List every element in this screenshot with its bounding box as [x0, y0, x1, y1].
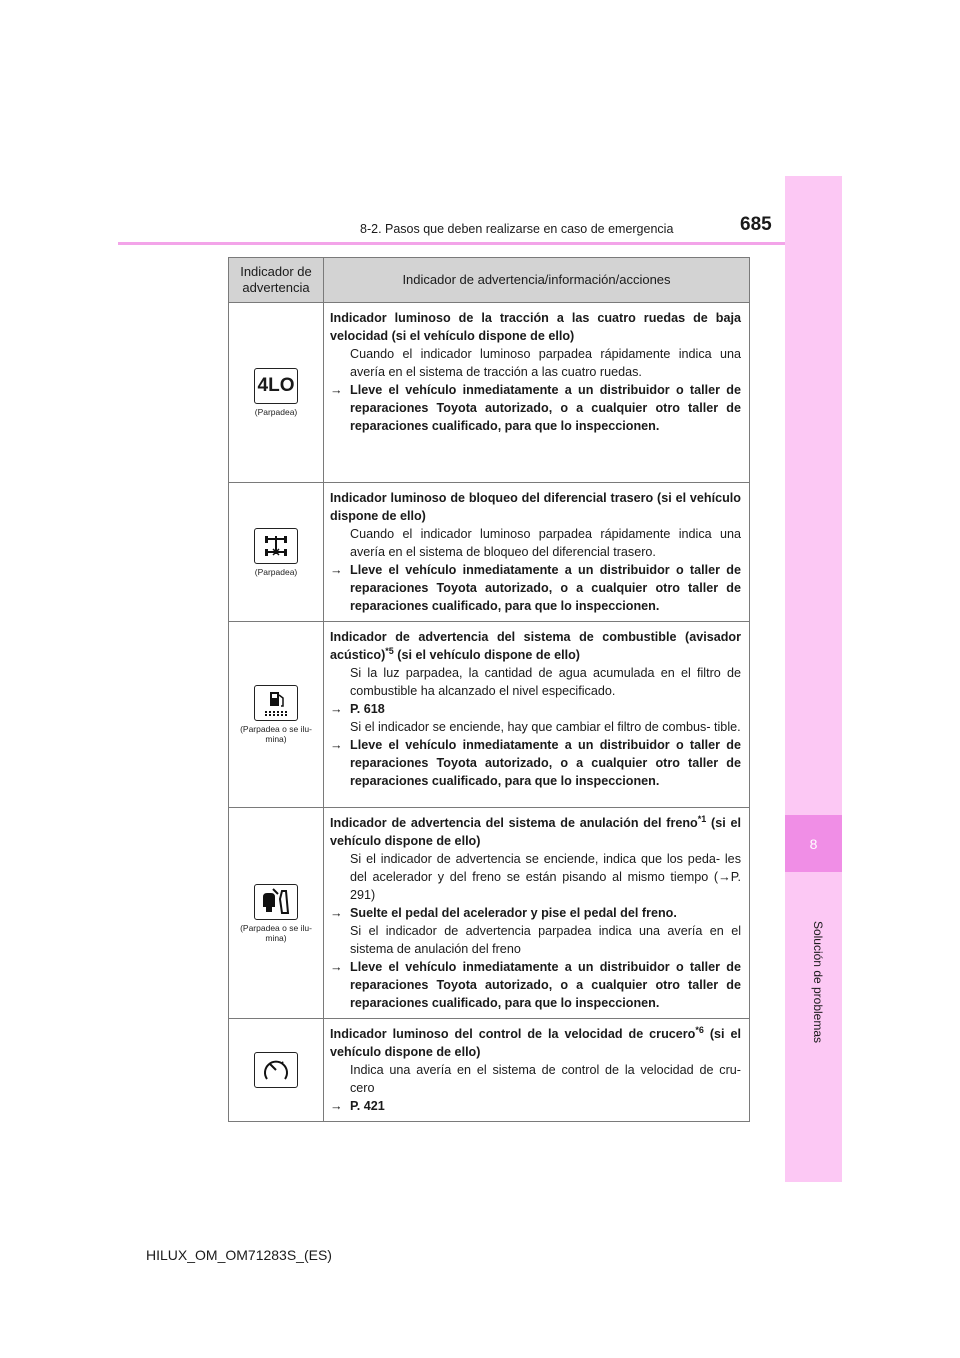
- page-reference[interactable]: P. 618: [350, 702, 385, 716]
- arrow-icon: →: [330, 1099, 343, 1113]
- page-reference[interactable]: P. 421: [350, 1099, 385, 1113]
- title-text: Indicador luminoso del control de la velocidad de crucero: [330, 1027, 696, 1041]
- indicator-cell: [229, 483, 324, 622]
- action-line: [330, 958, 741, 1012]
- action-line: [330, 736, 741, 790]
- indicator-text: Si el indicador se enciende, hay que cambiar el filtro de combus- tible.: [350, 720, 741, 734]
- indicator-caption: (Parpadea o se ilu- mina): [240, 724, 312, 744]
- title-text: Indicador de advertencia del sistema de combustible (avisador acústico): [330, 630, 741, 662]
- page-number: 685: [740, 214, 772, 235]
- description-cell: [324, 808, 750, 1019]
- title-text-cont: (si el vehículo dispone de ello): [330, 816, 741, 848]
- action-text: Lleve el vehículo inmediatamente a un distribuidor o taller de reparaciones Toyota autorizado, o a cualquier otro taller de reparaciones cualificado, para que lo inspeccionen.: [350, 738, 741, 788]
- header-rule: [118, 242, 785, 245]
- action-line: [330, 381, 741, 435]
- action-text: Suelte el pedal del acelerador y pise el pedal del freno.: [350, 906, 677, 920]
- indicator-title: Indicador luminoso de la tracción a las cuatro ruedas de baja velocidad (si el vehículo dispone de ello): [330, 311, 741, 343]
- arrow-icon: →: [330, 383, 343, 397]
- chapter-number: 8: [809, 835, 818, 852]
- action-text: Lleve el vehículo inmediatamente a un distribuidor o taller de reparaciones Toyota autorizado, o a cualquier otro taller de reparaciones cualificado, para que lo inspeccionen.: [350, 960, 741, 1010]
- indicator-caption: (Parpadea): [254, 566, 298, 577]
- reference-line: [330, 1097, 741, 1115]
- arrow-icon: →: [330, 702, 343, 716]
- action-line: [330, 904, 741, 922]
- indicator-cell: [229, 1019, 324, 1122]
- table-row: [229, 483, 750, 622]
- table-header-row: [229, 258, 750, 303]
- chapter-label: Solución de problemas: [811, 920, 825, 1044]
- table-row: [229, 303, 750, 483]
- cruise-control-icon: [254, 1052, 298, 1088]
- footnote-ref: *1: [697, 813, 707, 824]
- section-title: 8-2. Pasos que deben realizarse en caso de emergencia: [360, 222, 674, 236]
- indicator-text: Si el indicador de advertencia se enciende, indica que los peda- les del acelerador y del freno se están pisando al mismo tiempo (→P. 291): [350, 852, 741, 902]
- indicator-title: Indicador luminoso de bloqueo del diferencial trasero (si el vehículo dispone de ello): [330, 491, 741, 523]
- arrow-icon: →: [330, 738, 343, 752]
- title-text: Indicador de advertencia del sistema de anulación del freno: [330, 816, 698, 830]
- warning-indicator-table: [228, 257, 750, 1122]
- column-header-actions: Indicador de advertencia/información/acciones: [324, 258, 750, 303]
- indicator-text: Si la luz parpadea, la cantidad de agua acumulada en el filtro de combustible ha alcanzado el nivel especificado.: [350, 666, 741, 698]
- fuel-filter-icon: [254, 685, 298, 721]
- footnote-ref: *6: [695, 1024, 704, 1035]
- indicator-text: Cuando el indicador luminoso parpadea rápidamente indica una avería en el sistema de tracción a las cuatro ruedas.: [350, 347, 741, 379]
- description-cell: [324, 483, 750, 622]
- indicator-title: [330, 628, 741, 664]
- title-text-cont: (si el vehículo dispone de ello): [330, 1027, 742, 1059]
- indicator-text: Cuando el indicador luminoso parpadea rápidamente indica una avería en el sistema de bloqueo del diferencial trasero.: [350, 527, 741, 559]
- action-text: Lleve el vehículo inmediatamente a un distribuidor o taller de reparaciones Toyota autorizado, o a cualquier otro taller de reparaciones cualificado, para que lo inspeccionen.: [350, 563, 741, 613]
- indicator-title: [330, 1025, 741, 1061]
- reference-line: [330, 700, 741, 718]
- document-id: HILUX_OM_OM71283S_(ES): [146, 1247, 332, 1263]
- column-header-indicator: Indicador de advertencia: [229, 258, 324, 303]
- brake-override-icon: [254, 884, 298, 920]
- indicator-title: [330, 814, 741, 850]
- arrow-icon: →: [330, 960, 343, 974]
- indicator-cell: [229, 622, 324, 808]
- indicator-caption: (Parpadea): [254, 407, 298, 417]
- indicator-text: Si el indicador de advertencia parpadea indica una avería en el sistema de anulación del freno: [350, 924, 741, 956]
- description-cell: [324, 303, 750, 483]
- indicator-caption: (Parpadea o se ilu- mina): [240, 922, 312, 943]
- 4lo-icon: 4LO: [254, 368, 298, 404]
- rear-diff-lock-icon: [254, 528, 298, 564]
- table-row: [229, 622, 750, 808]
- table-row: [229, 1019, 750, 1122]
- indicator-cell: [229, 808, 324, 1019]
- table-row: [229, 808, 750, 1019]
- arrow-icon: →: [330, 563, 343, 577]
- action-line: [330, 561, 741, 615]
- footnote-ref: *5: [385, 645, 394, 656]
- action-text: Lleve el vehículo inmediatamente a un distribuidor o taller de reparaciones Toyota autorizado, o a cualquier otro taller de reparaciones cualificado, para que lo inspeccionen.: [350, 383, 741, 433]
- description-cell: [324, 622, 750, 808]
- indicator-text: Indica una avería en el sistema de control de la velocidad de cru- cero: [350, 1063, 741, 1095]
- indicator-cell: [229, 303, 324, 483]
- arrow-icon: →: [330, 906, 343, 920]
- title-text-cont: (si el vehículo dispone de ello): [393, 648, 580, 662]
- description-cell: [324, 1019, 750, 1122]
